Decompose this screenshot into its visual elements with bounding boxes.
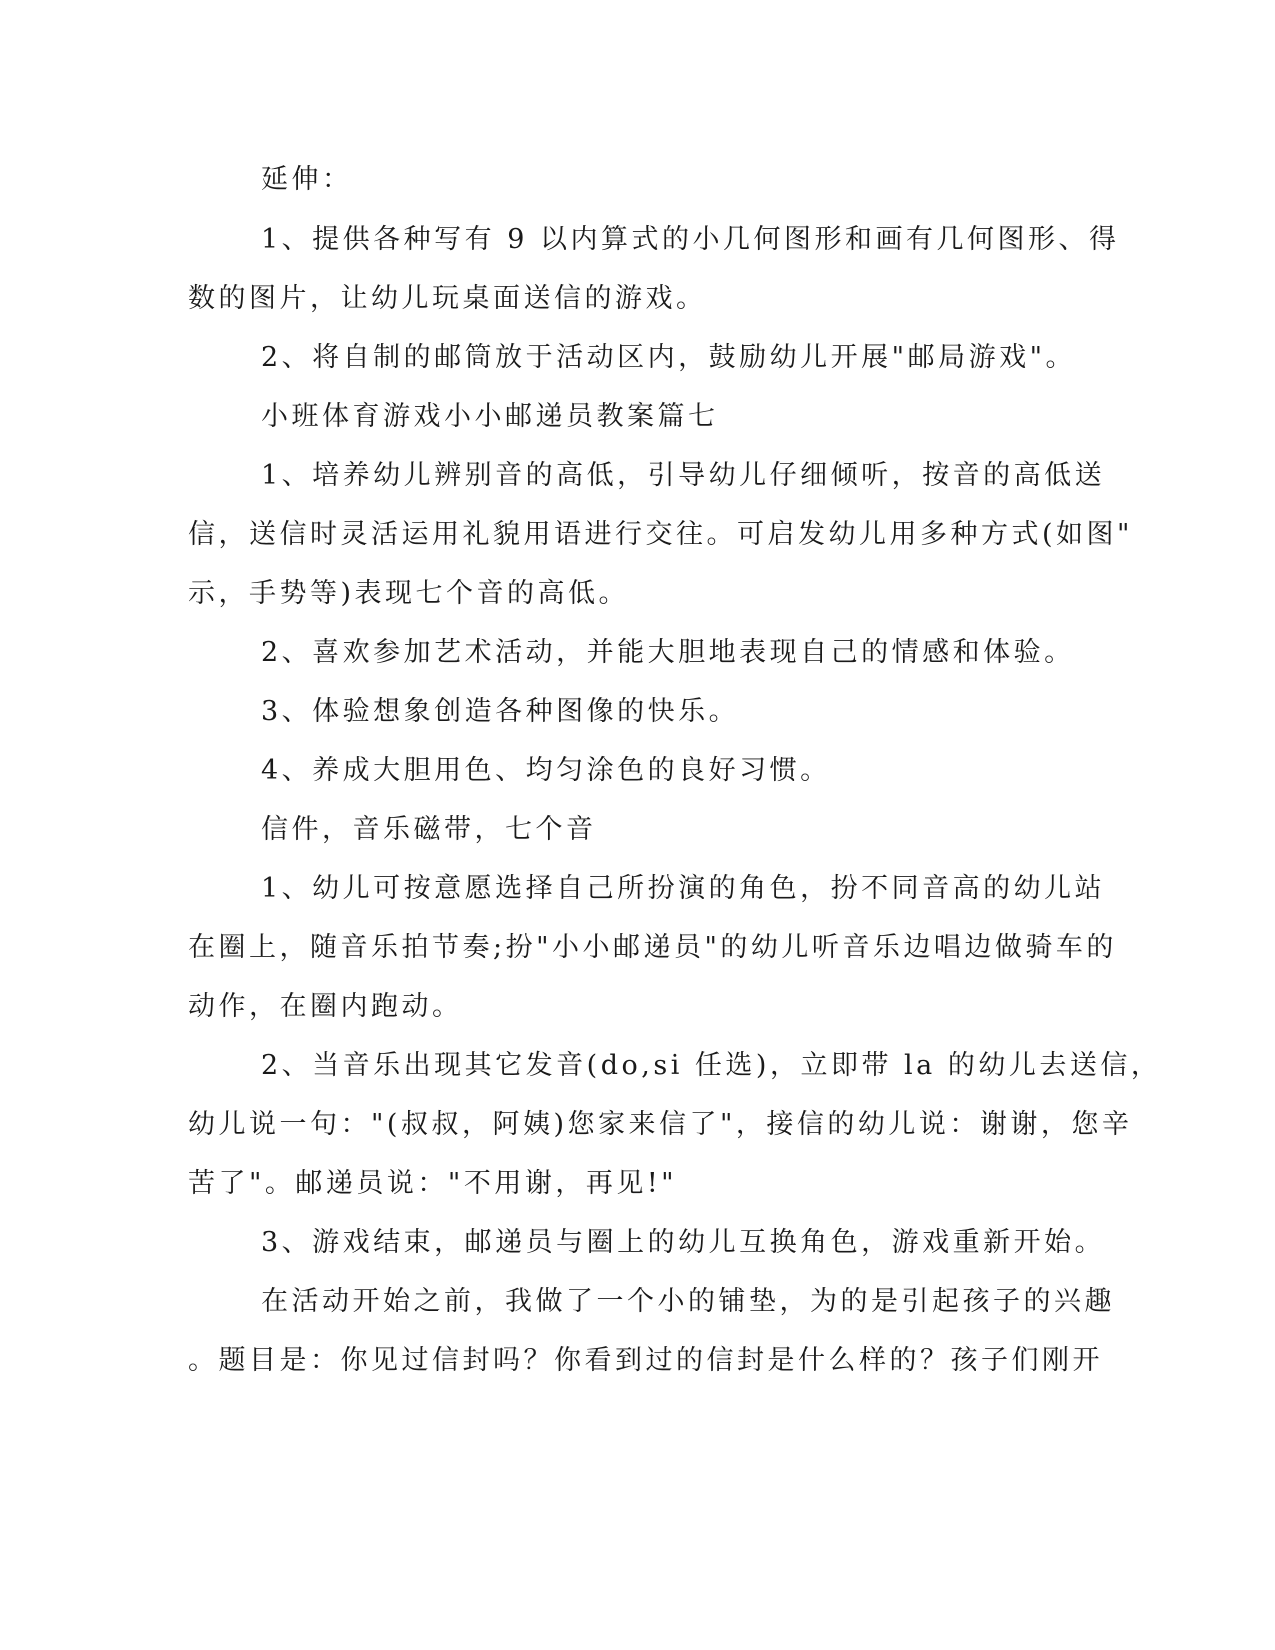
- paragraph-line: 信，送信时灵活运用礼貌用语进行交往。可启发幼儿用多种方式(如图": [188, 519, 1133, 550]
- paragraph-line: 2、当音乐出现其它发音(do,si 任选)，立即带 la 的幼儿去送信，: [261, 1050, 1162, 1081]
- paragraph-line: 2、喜欢参加艺术活动，并能大胆地表现自己的情感和体验。: [261, 637, 1075, 668]
- paragraph-line: 信件，音乐磁带，七个音: [261, 814, 597, 845]
- paragraph-line: 1、培养幼儿辨别音的高低，引导幼儿仔细倾听，按音的高低送: [261, 460, 1106, 491]
- paragraph-line: 。题目是：你见过信封吗？你看到过的信封是什么样的？孩子们刚开: [188, 1345, 1103, 1376]
- paragraph-line: 示，手势等)表现七个音的高低。: [188, 578, 630, 609]
- paragraph-line: 在活动开始之前，我做了一个小的铺垫，为的是引起孩子的兴趣: [261, 1286, 1115, 1317]
- paragraph-line: 在圈上，随音乐拍节奏;扮"小小邮递员"的幼儿听音乐边唱边做骑车的: [188, 932, 1117, 963]
- paragraph-line: 幼儿说一句："(叔叔，阿姨)您家来信了"，接信的幼儿说：谢谢，您辛: [188, 1109, 1133, 1140]
- paragraph-line: 苦了"。邮递员说："不用谢，再见!": [188, 1168, 678, 1199]
- section-heading: 小班体育游戏小小邮递员教案篇七: [261, 401, 719, 432]
- paragraph-line: 1、提供各种写有 9 以内算式的小几何图形和画有几何图形、得: [261, 224, 1120, 255]
- paragraph-line: 延伸：: [261, 164, 353, 195]
- paragraph-line: 数的图片，让幼儿玩桌面送信的游戏。: [188, 283, 707, 314]
- paragraph-line: 动作，在圈内跑动。: [188, 991, 463, 1022]
- paragraph-line: 1、幼儿可按意愿选择自己所扮演的角色，扮不同音高的幼儿站: [261, 873, 1106, 904]
- paragraph-line: 3、体验想象创造各种图像的快乐。: [261, 696, 740, 727]
- paragraph-line: 2、将自制的邮筒放于活动区内，鼓励幼儿开展"邮局游戏"。: [261, 342, 1077, 373]
- paragraph-line: 3、游戏结束，邮递员与圈上的幼儿互换角色，游戏重新开始。: [261, 1227, 1106, 1258]
- paragraph-line: 4、养成大胆用色、均匀涂色的良好习惯。: [261, 755, 831, 786]
